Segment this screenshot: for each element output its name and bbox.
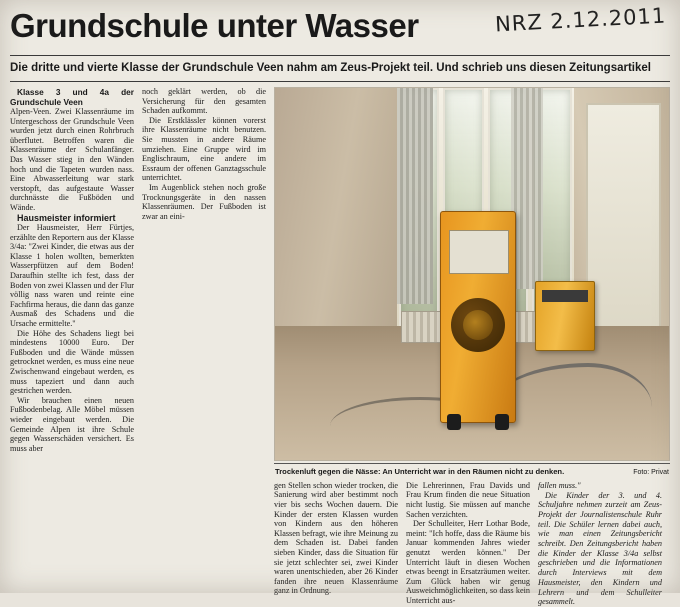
photo-dryer-wheel — [495, 414, 509, 430]
divider-top — [10, 55, 670, 56]
photo-block — [274, 87, 670, 607]
paragraph: fallen muss." — [538, 480, 581, 490]
paragraph: Die Erstklässler können vorerst ihre Klassenräume nicht benutzen. Sie mussten in andere Räume umziehen. Eine Gruppe wird im Englischraum, eine andere im Essraum der offenen Ganztagsschule unterrichtet. — [142, 115, 266, 183]
paragraph: gen Stellen schon wieder trocken, die Sanierung wird aber bestimmt noch vier bis sechs Wochen dauern. Die Kinder der ersten Klassen wurden von Kindern aus den höheren Klassen befragt, wie ihre Meinung zu dem Schaden ist. Dabei fanden sieben Kinder, dass die Situation für sie jetzt schlechter sei, zwei Kinder waren unentschieden, aber 26 Kinder fanden ihre neuen Klassenräume ganz in Ordnung. — [274, 480, 398, 596]
text-column-2 — [142, 87, 266, 607]
photo-dryer-vent — [451, 298, 505, 352]
divider-under-subhead — [10, 81, 670, 82]
photo-dryer-small-strip — [542, 290, 588, 302]
photo-caption-text: Trockenluft gegen die Nässe: An Unterricht war in den Räumen nicht zu denken. — [275, 466, 565, 476]
masthead — [10, 3, 670, 52]
article-subhead: Die dritte und vierte Klasse der Grundschule Veen nahm am Zeus-Projekt teil. Und schrieb uns diesen Zeitungsartikel — [10, 62, 651, 74]
text-column-1 — [10, 87, 134, 607]
photo-credit: Foto: Privat — [633, 468, 669, 476]
article-body — [10, 87, 670, 607]
paragraph: noch geklärt werden, ob die Versicherung für den gesamten Schaden aufkommt. — [142, 87, 266, 116]
photo-dryer-small — [535, 281, 595, 351]
section-heading-hausmeister: Hausmeister informiert — [17, 212, 116, 223]
text-column-5 — [538, 481, 662, 607]
byline-kicker: Klasse 3 und 4a der Grundschule Veen — [10, 87, 134, 107]
photo-curtain — [511, 88, 543, 289]
paragraph: Die Lehrerinnen, Frau Davids und Frau Krum finden die neue Situation nicht lustig. Sie müssen auf manche Sachen verzichten. — [406, 480, 530, 519]
paragraph: Der Hausmeister, Herr Fürtjes, erzählte den Reportern aus der Klasse 3/4a: "Zwei Kinder, die etwas aus der Klasse 1 holen wollten, bemerkten Wasserpfützen auf dem Boden! Daraufhin stellte ich fest, dass der Boden von zwei Klassen und der Flur völlig nass waren und reinte eine Fachfirma heraus, die dann das ganze Ausmaß des Schadens und die Ursache ermittelte." — [10, 223, 134, 328]
photo-door — [586, 103, 661, 338]
text-column-4 — [406, 481, 530, 607]
paragraph: Der Schulleiter, Herr Lothar Bode, meint: "Ich hoffe, dass die Räume bis Januar kommenden Jahres wieder genutzt werden können." Der Unterricht läuft in diesen Wochen etwas beengt in Ersatzräumen weiter. Zum Glück haben wir genug Ausweichmöglichkeiten, so dass kein Unterricht aus- — [406, 519, 530, 605]
paragraph: Die Höhe des Schadens liegt bei mindestens 10000 Euro. Der Fußboden und die Wände müssen getrocknet werden, es muss eine neue Zwischenwand eingebaut werden, es muss tapeziert und dann auch gestrichen werden. — [10, 328, 134, 396]
page-title: Grundschule unter Wasser — [10, 7, 419, 44]
handwritten-date-note: NRZ 2.12.2011 — [494, 3, 667, 37]
text-column-3 — [274, 481, 398, 607]
paragraph: Alpen-Veen. Zwei Klassenräume im Untergeschoss der Grundschule Veen wurden jetzt durch einen Rohrbruch überflutet. Betroffen waren die Klassenräume der Schulanfänger. Das Wasser stieg in den Wänden hoch und die Tapeten wurden nass. Eine Abwasserleitung war stark verstopft, das aufgestaute Wasser durchnässte die Fußböden und Wände. — [10, 107, 134, 212]
photo-dryer-wheel — [447, 414, 461, 430]
lower-columns — [274, 481, 670, 607]
paragraph: Im Augenblick stehen noch große Trocknungsgeräte in den nassen Klassenräumen. Der Fußboden ist zwar an eini- — [142, 182, 266, 221]
photo-dryer-large — [440, 211, 516, 423]
paragraph: Die Kinder der 3. und 4. Schuljahre nehmen zurzeit am Zeus-Projekt der Journalistenschule Ruhr teil. Die Schüler lernen dabei auch, wie man einen Zeitungsbericht schreibt. Den Zeitungsbericht haben die Kinder der Klasse 3/4a selbst geschrieben und die Informationen durch Interviews mit dem Hausmeister, den Kindern und Lehrern und dem Schulleiter gesammelt. — [538, 490, 662, 607]
photo-curtain — [397, 88, 432, 304]
classroom-photo — [274, 87, 670, 461]
photo-dryer-panel — [449, 230, 509, 274]
paragraph: Wir brauchen einen neuen Fußbodenbelag. Alle Möbel müssen wieder eingebaut werden. Die Gemeinde Alpen ist ihre Schule gegen Wasserschäden versichert. Es muss aber — [10, 395, 134, 453]
photo-caption-bar — [274, 463, 670, 476]
